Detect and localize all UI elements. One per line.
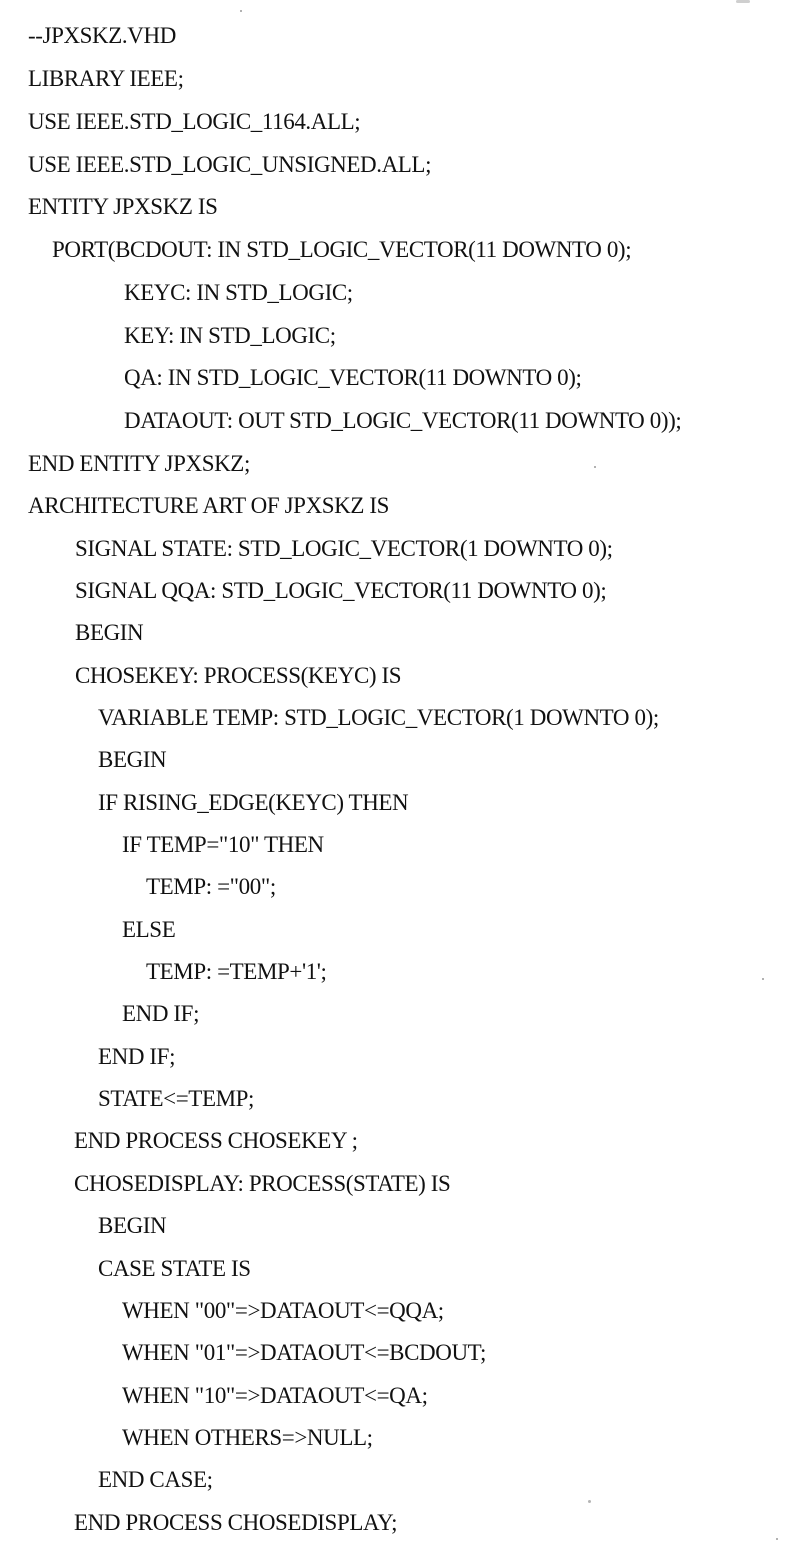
code-line: BEGIN xyxy=(98,747,167,772)
code-line: VARIABLE TEMP: STD_LOGIC_VECTOR(1 DOWNTO 0); xyxy=(98,705,659,730)
code-line: BEGIN xyxy=(75,620,144,645)
scan-speck xyxy=(776,1538,778,1540)
code-line: IF RISING_EDGE(KEYC) THEN xyxy=(98,790,409,815)
code-line: USE IEEE.STD_LOGIC_1164.ALL; xyxy=(28,109,361,134)
code-line: END PROCESS CHOSEKEY ; xyxy=(74,1128,358,1153)
code-line: TEMP: =TEMP+'1'; xyxy=(146,959,327,984)
code-line: LIBRARY IEEE; xyxy=(28,66,184,91)
code-line: SIGNAL STATE: STD_LOGIC_VECTOR(1 DOWNTO 0); xyxy=(75,536,613,561)
scan-speck xyxy=(240,10,242,12)
code-line: KEYC: IN STD_LOGIC; xyxy=(124,280,353,305)
code-line: WHEN "00"=>DATAOUT<=QQA; xyxy=(122,1298,444,1323)
code-line: CASE STATE IS xyxy=(98,1256,251,1281)
code-line: IF TEMP="10" THEN xyxy=(122,832,324,857)
scan-speck xyxy=(762,978,764,980)
code-line: USE IEEE.STD_LOGIC_UNSIGNED.ALL; xyxy=(28,152,432,177)
code-line: BEGIN xyxy=(98,1213,167,1238)
code-line: ARCHITECTURE ART OF JPXSKZ IS xyxy=(28,493,390,518)
scan-speck xyxy=(588,1500,591,1503)
code-line: TEMP: ="00"; xyxy=(146,874,276,899)
code-line: DATAOUT: OUT STD_LOGIC_VECTOR(11 DOWNTO 0)); xyxy=(124,408,682,433)
code-line: KEY: IN STD_LOGIC; xyxy=(124,323,336,348)
code-line: ELSE xyxy=(122,917,176,942)
scan-speck xyxy=(736,0,750,3)
code-line: END IF; xyxy=(98,1044,176,1069)
code-line: WHEN OTHERS=>NULL; xyxy=(122,1425,373,1450)
code-line: WHEN "10"=>DATAOUT<=QA; xyxy=(122,1383,428,1408)
code-line: WHEN "01"=>DATAOUT<=BCDOUT; xyxy=(122,1340,487,1365)
code-line: ENTITY JPXSKZ IS xyxy=(28,194,218,219)
code-line: --JPXSKZ.VHD xyxy=(28,23,176,48)
code-line: END IF; xyxy=(122,1001,200,1026)
code-line: QA: IN STD_LOGIC_VECTOR(11 DOWNTO 0); xyxy=(124,365,582,390)
code-line: PORT(BCDOUT: IN STD_LOGIC_VECTOR(11 DOWNTO 0); xyxy=(52,237,632,262)
code-line: SIGNAL QQA: STD_LOGIC_VECTOR(11 DOWNTO 0); xyxy=(75,578,607,603)
code-line: END ENTITY JPXSKZ; xyxy=(28,451,250,476)
code-line: CHOSEDISPLAY: PROCESS(STATE) IS xyxy=(74,1171,451,1196)
code-line: END CASE; xyxy=(98,1467,213,1492)
scan-speck xyxy=(594,466,596,468)
code-line: CHOSEKEY: PROCESS(KEYC) IS xyxy=(75,663,402,688)
code-line: STATE<=TEMP; xyxy=(98,1086,255,1111)
code-line: END PROCESS CHOSEDISPLAY; xyxy=(74,1510,398,1535)
